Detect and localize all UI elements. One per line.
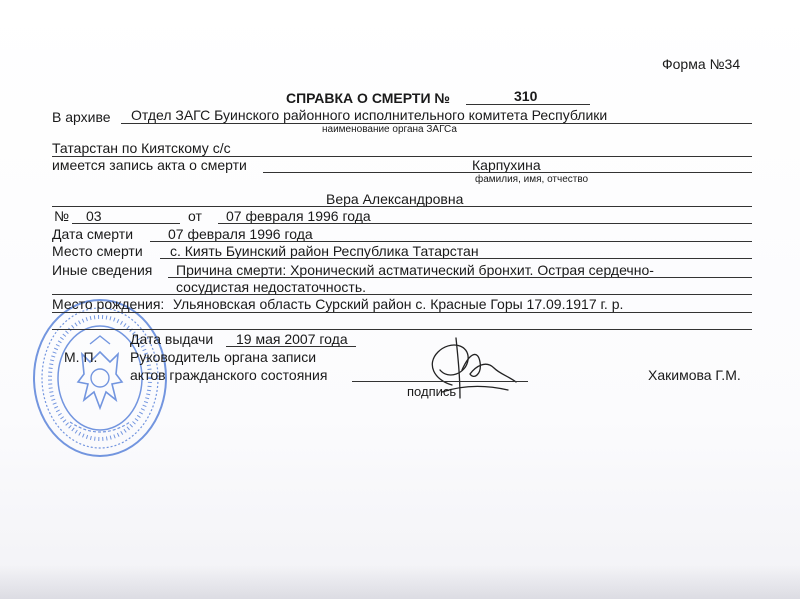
record-number: 03 — [86, 208, 102, 224]
certificate-title: СПРАВКА О СМЕРТИ № — [286, 90, 451, 106]
record-label: имеется запись акта о смерти — [52, 157, 247, 173]
record-date: 07 февраля 1996 года — [226, 208, 371, 224]
certificate-number-underline — [466, 104, 590, 105]
other-info-line1: Причина смерти: Хронический астматический бронхит. Острая сердечно- — [176, 262, 654, 278]
blank-underline — [52, 329, 752, 330]
death-date: 07 февраля 1996 года — [168, 226, 313, 242]
issue-date-label: Дата выдачи — [130, 331, 214, 347]
other-info-underline1 — [168, 277, 752, 278]
record-date-underline — [218, 223, 752, 224]
archive-caption: наименование органа ЗАГСа — [322, 124, 457, 135]
head-title-line1: Руководитель органа записи — [130, 349, 317, 365]
birth-place-underline — [52, 312, 752, 313]
surname-underline — [263, 172, 752, 173]
issue-date: 19 мая 2007 года — [236, 331, 348, 347]
deceased-given-names: Вера Александровна — [326, 191, 464, 207]
archive-label: В архиве — [52, 109, 111, 125]
record-number-underline — [72, 223, 180, 224]
other-info-underline2 — [52, 294, 752, 295]
record-date-label: от — [188, 208, 202, 224]
deceased-surname: Карпухина — [472, 157, 541, 173]
signature-caption: подпись — [407, 384, 457, 399]
birth-place: Ульяновская область Сурский район с. Красные Горы 17.09.1917 г. р. — [173, 296, 624, 312]
death-date-underline — [150, 241, 752, 242]
death-place-underline — [160, 258, 752, 259]
issue-date-underline — [226, 346, 356, 347]
other-info-label: Иные сведения — [52, 262, 153, 278]
archive-value-line2: Татарстан по Киятскому с/с — [52, 140, 231, 156]
paper-shadow — [0, 565, 800, 599]
name-caption: фамилия, имя, отчество — [475, 174, 589, 185]
given-names-underline — [52, 206, 752, 207]
other-info-line2: сосудистая недостаточность. — [176, 279, 367, 295]
official-name: Хакимова Г.М. — [648, 367, 741, 383]
archive-value-line1: Отдел ЗАГС Буинского районного исполнительного комитета Республики — [131, 107, 608, 123]
death-date-label: Дата смерти — [52, 226, 134, 242]
head-title-line2: актов гражданского состояния — [130, 367, 328, 383]
record-number-label: № — [54, 208, 70, 224]
death-place: с. Киять Буинский район Республика Татарстан — [170, 243, 479, 259]
form-number: Форма №34 — [662, 56, 741, 72]
signature-line — [352, 381, 528, 382]
seal-label: М. П. — [64, 349, 98, 365]
death-place-label: Место смерти — [52, 243, 143, 259]
certificate-number: 310 — [514, 88, 538, 104]
birth-place-label: Место рождения: — [52, 296, 165, 312]
